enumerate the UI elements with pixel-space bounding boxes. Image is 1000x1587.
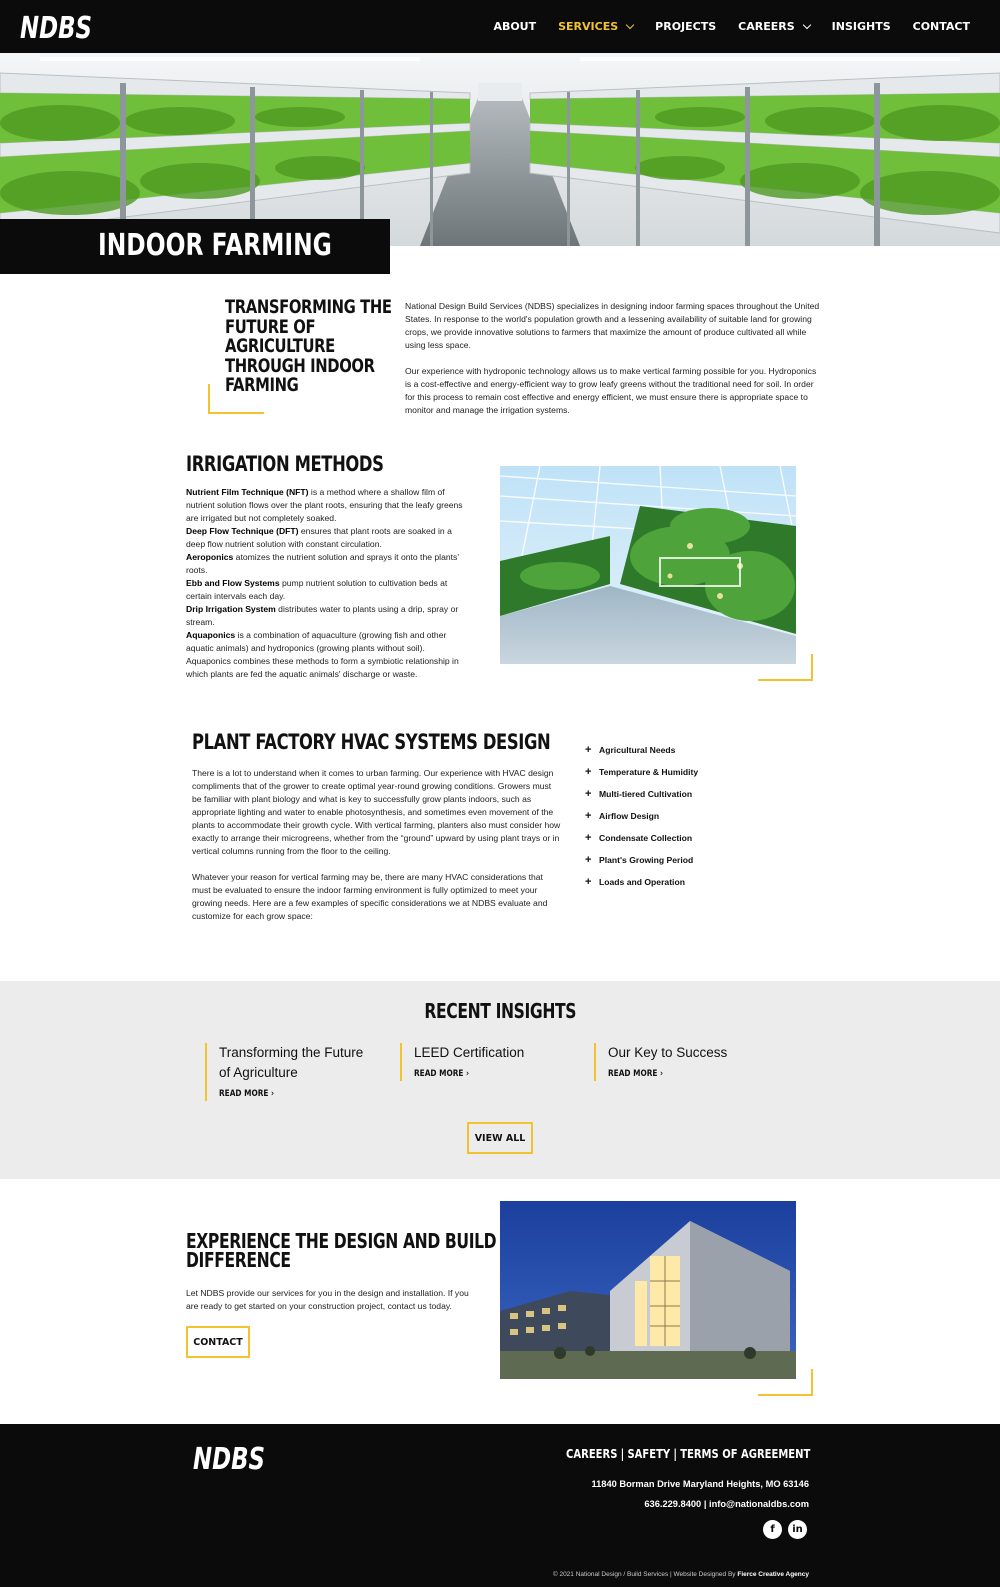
hvac-list-label: Condensate Collection [599, 833, 693, 843]
hvac-title: PLANT FACTORY HVAC SYSTEMS DESIGN [192, 730, 551, 754]
cta-title [186, 1229, 497, 1272]
plus-icon: + [585, 876, 592, 888]
footer-link-safety[interactable]: SAFETY [627, 1446, 670, 1461]
method-description: distributes water to plants using a drip, spray or stream. [186, 604, 459, 627]
insight-card[interactable] [205, 1043, 370, 1101]
irrigation-method [186, 603, 466, 629]
social-links [763, 1520, 807, 1539]
nav-item-label: INSIGHTS [831, 20, 891, 33]
plus-icon: + [585, 810, 592, 822]
insight-card-title[interactable]: LEED Certification [414, 1045, 525, 1060]
method-term: Nutrient Film Technique (NFT) [186, 487, 309, 497]
hvac-list-item[interactable] [585, 871, 805, 893]
recent-insights-section [0, 981, 1000, 1179]
vertical-farm-image [0, 53, 1000, 246]
hero-image-vertical-farm [0, 53, 1000, 246]
nav-item-projects[interactable] [655, 20, 716, 33]
greenhouse-image-accent [758, 654, 813, 681]
intro-heading [225, 298, 415, 396]
hvac-list-label: Plant's Growing Period [599, 855, 694, 865]
plus-icon: + [585, 744, 592, 756]
insights-title: RECENT INSIGHTS [424, 999, 576, 1023]
view-all-button[interactable]: VIEW ALL [467, 1122, 533, 1154]
hvac-list-item[interactable] [585, 827, 805, 849]
footer-email[interactable]: info@nationaldbs.com [709, 1499, 809, 1509]
building-image [500, 1201, 796, 1379]
nav-item-insights[interactable] [832, 20, 891, 33]
hvac-list-label: Multi-tiered Cultivation [599, 789, 693, 799]
irrigation-method [186, 551, 466, 577]
irrigation-method [186, 486, 466, 525]
nav-item-label: SERVICES [558, 20, 619, 33]
read-more-link[interactable]: READ MORE › [219, 1089, 275, 1099]
insight-card-title[interactable]: Our Key to Success [608, 1045, 728, 1060]
hvac-considerations-list [585, 739, 805, 893]
footer-contact: 636.229.8400 | info@nationaldbs.com [644, 1499, 809, 1509]
read-more-link[interactable]: READ MORE › [608, 1069, 664, 1079]
footer-link-separator: | [620, 1446, 624, 1461]
nav-item-services[interactable] [558, 20, 633, 33]
intro-heading-line: FUTURE OF [225, 315, 316, 338]
method-term: Ebb and Flow Systems [186, 578, 280, 588]
plus-icon: + [585, 854, 592, 866]
cta-text: Let NDBS provide our services for you in the design and installation. If you are ready to get started on your construction project, contact us today. [186, 1288, 469, 1311]
hvac-list-label: Loads and Operation [599, 877, 685, 887]
facebook-icon[interactable]: f [763, 1520, 782, 1539]
hvac-list-label: Agricultural Needs [599, 745, 676, 755]
nav-menu [471, 0, 970, 53]
method-description: pump nutrient solution to cultivation beds at certain intervals each day. [186, 578, 448, 601]
intro-heading-accent [208, 384, 264, 414]
ndbs-logo[interactable] [18, 10, 94, 44]
insight-card-title[interactable]: Transforming the Future of Agriculture [219, 1045, 364, 1080]
intro-heading-line: THROUGH INDOOR [225, 354, 375, 377]
footer-link-separator: | [673, 1446, 677, 1461]
nav-item-label: ABOUT [493, 20, 537, 33]
hvac-paragraph: There is a lot to understand when it comes to urban farming. Our experience with HVAC design compliments that of the grower to create optimal year-round growing conditions. Growers must be familiar with plant biology and what is key to successfully grow plants indoors, such as appropriate lighting and water to enable photosynthesis, and sometimes even movement of the plants to accommodate their growth cycle. With vertical farming, planters also must consider how exactly to arrange their microgreens, whether from the “ground” upward by using plant trays or in vertical columns running from the floor to the ceiling. [192, 768, 561, 856]
linkedin-icon[interactable]: in [788, 1520, 807, 1539]
greenhouse-image [500, 466, 796, 664]
method-description: is a method where a shallow film of nutrient solution flows over the plant roots, ensuring that the leafy greens are irrigated but not completely soaked. [186, 487, 463, 523]
irrigation-method [186, 629, 466, 681]
hvac-list-label: Airflow Design [599, 811, 660, 821]
method-term: Aeroponics [186, 552, 234, 562]
insight-card[interactable] [400, 1043, 565, 1081]
irrigation-method [186, 577, 466, 603]
top-navigation [0, 0, 1000, 53]
footer-phone[interactable]: 636.229.8400 [644, 1499, 702, 1509]
footer-ndbs-logo[interactable] [191, 1441, 267, 1475]
hvac-list-label: Temperature & Humidity [599, 767, 699, 777]
plus-icon: + [585, 766, 592, 778]
intro-text [405, 300, 820, 430]
nav-item-label: CONTACT [912, 20, 970, 33]
irrigation-methods-text [186, 486, 466, 681]
nav-item-label: CAREERS [738, 20, 795, 33]
svg-text:NDBS: NDBS [193, 1442, 265, 1477]
intro-paragraph: National Design Build Services (NDBS) specializes in designing indoor farming spaces throughout the United States. In response to the world's population growth and a lessening availability of suitable land for growing crops, we provide innovative solutions to farmers that maximize the amount of produce cultivated all while using less space. [405, 301, 820, 350]
intro-heading-line: FARMING [225, 374, 299, 396]
footer [0, 1424, 1000, 1587]
plus-icon: + [585, 832, 592, 844]
nav-item-contact[interactable] [913, 20, 970, 33]
hvac-paragraph: Whatever your reason for vertical farming may be, there are many HVAC considerations that must be evaluated to ensure the indoor farming environment is fully optimized to meet your growing needs. Here are a few examples of specific considerations we at NDBS evaluate and customize for each grow space: [192, 872, 548, 921]
cta-title-line: DIFFERENCE [186, 1248, 291, 1272]
nav-item-label: PROJECTS [655, 20, 717, 33]
chevron-down-icon [626, 20, 634, 28]
hvac-list-item[interactable] [585, 849, 805, 871]
intro-heading-line: AGRICULTURE [225, 335, 335, 357]
hvac-list-item[interactable] [585, 805, 805, 827]
method-term: Aquaponics [186, 630, 236, 640]
footer-copyright: © 2021 National Design / Build Services | Website Designed By Fierce Creative Agency [552, 1571, 809, 1578]
method-term: Drip Irrigation System [186, 604, 276, 614]
footer-links [566, 1446, 810, 1461]
footer-link-terms-of-agreement[interactable]: TERMS OF AGREEMENT [679, 1446, 810, 1461]
method-description: is a combination of aquaculture (growing fish and other aquatic animals) and hydroponics (growing plants without soil). Aquaponics combines these methods to form a symbiotic relationship in which plants are fed the aquatic animals' discharge or waste. [186, 630, 459, 679]
page-title: INDOOR FARMING [98, 228, 332, 263]
intro-heading-line: TRANSFORMING THE [225, 296, 392, 318]
hvac-list-item[interactable] [585, 783, 805, 805]
read-more-link[interactable]: READ MORE › [414, 1069, 470, 1079]
method-term: Deep Flow Technique (DFT) [186, 526, 299, 536]
irrigation-title: IRRIGATION METHODS [186, 452, 384, 476]
method-description: ensures that plant roots are soaked in a deep flow nutrient solution with constant circulation. [186, 526, 452, 549]
hvac-list-item[interactable] [585, 739, 805, 761]
building-image-accent [758, 1369, 813, 1396]
nav-item-careers[interactable] [738, 20, 809, 33]
footer-link-careers[interactable]: CAREERS [565, 1446, 618, 1461]
plus-icon: + [585, 788, 592, 800]
footer-address: 11840 Borman Drive Maryland Heights, MO 63146 [591, 1479, 809, 1489]
insight-card[interactable] [594, 1043, 759, 1081]
hvac-list-item[interactable] [585, 761, 805, 783]
cta-title-line: EXPERIENCE THE DESIGN AND BUILD [186, 1229, 497, 1253]
method-description: atomizes the nutrient solution and sprays it onto the plants' roots. [186, 552, 459, 575]
contact-button[interactable]: CONTACT [186, 1326, 250, 1358]
hvac-text [192, 767, 562, 936]
chevron-down-icon [802, 20, 810, 28]
irrigation-method [186, 525, 466, 551]
agency-link[interactable]: Fierce Creative Agency [737, 1571, 809, 1578]
intro-paragraph: Our experience with hydroponic technology allows us to make vertical farming possible for you. Hydroponics is a cost-effective and energy-efficient way to grow leafy greens without the traditional need for soil. In order for this process to remain cost effective and energy efficient, we must ensure there is appropriate space to monitor and manage the irrigation systems. [405, 366, 817, 415]
nav-item-about[interactable] [493, 20, 536, 33]
svg-text:NDBS: NDBS [20, 11, 92, 46]
